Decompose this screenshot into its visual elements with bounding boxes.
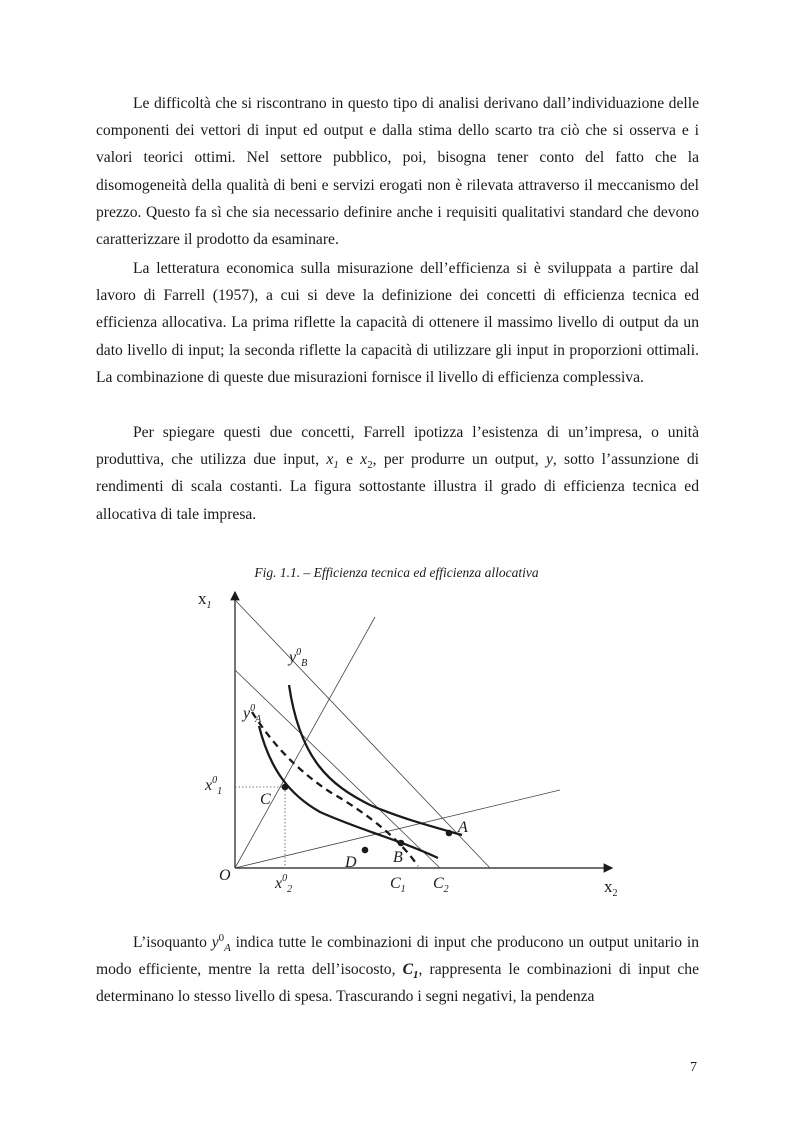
point-d-label: D [345,854,357,871]
paragraph-1: Le difficoltà che si riscontrano in questo tipo di analisi derivano dall’individuazione delle componenti dei vettori di input ed output e dalla stima dello scarto tra ciò che si osserva e i valori teorici ottimi. Nel settore pubblico, poi, bisogna tener conto del fatto che la disomogeneità della qualità di beni e servizi erogati non è rilevata attraverso il meccanismo del prezzo. Questo fa sì che sia necessario definire anche i requisiti qualitativi standard che devono caratterizzare il prodotto da esaminare. [96,95,699,249]
efficiency-figure [190,585,620,905]
point-a-label: A [458,819,468,836]
paragraph-3: Per spiegare questi due concetti, Farrell ipotizza l’esistenza di un’impresa, o unità produttiva, che utilizza due input, $x_1$ e $x_2$, per produrre un output, y, sotto l’assunzione di rendimenti di scala costanti. La figura sottostante illustra il grado di efficienza tecnica ed allocativa di tale impresa. [96,424,700,523]
point-b-label: B [393,849,403,866]
paragraph-4: L’isoquanto $y^0_A$ indica tutte le combinazioni di input che producono un output unitario in modo efficiente, mentre la retta dell’isocosto, $C_1$, rappresenta le combinazioni di input che determinano lo stesso livello di spesa. Trascurando i segni negativi, la pendenza [96,931,700,1006]
point-c-dot [282,784,289,791]
isocost-c1 [235,670,440,868]
point-d-dot [362,847,369,854]
figure-caption: Fig. 1.1. – Efficienza tecnica ed efficienza allocativa [254,565,539,580]
point-a-dot [446,830,453,837]
x01-label: $x^0_1$ [205,775,223,797]
paragraph-2: La letteratura economica sulla misurazione dell’efficienza si è sviluppata a partire dal lavoro di Farrell (1957), a cui si deve la definizione dei concetti di efficienza tecnica ed efficienza allocativa. La prima riflette la capacità di ottenere il massimo livello di output da un dato livello di input; la seconda riflette la capacità di utilizzare gli input in proporzioni ottimali. La combinazione di queste due misurazioni fornisce il livello di efficienza complessiva. [96,260,699,386]
isoquant-dashed-curve [252,712,418,866]
page-number: 7 [690,1060,697,1075]
x02-label: $x^0_2$ [275,873,293,895]
origin-label: O [219,867,231,884]
isoquant-b-label: $y^0_B$ [289,647,308,669]
y-axis-label: $x_1$ [198,589,212,611]
isocost-c2-label: $C_2$ [433,875,449,895]
point-c-label: C [260,791,271,808]
isoquant-b-curve [289,685,462,835]
isoquant-a-label: $y^0_A$ [243,703,262,725]
x-axis-label: $x_2$ [604,877,618,899]
isocost-c1-label: $C_1$ [390,875,406,895]
point-b-dot [398,840,405,847]
